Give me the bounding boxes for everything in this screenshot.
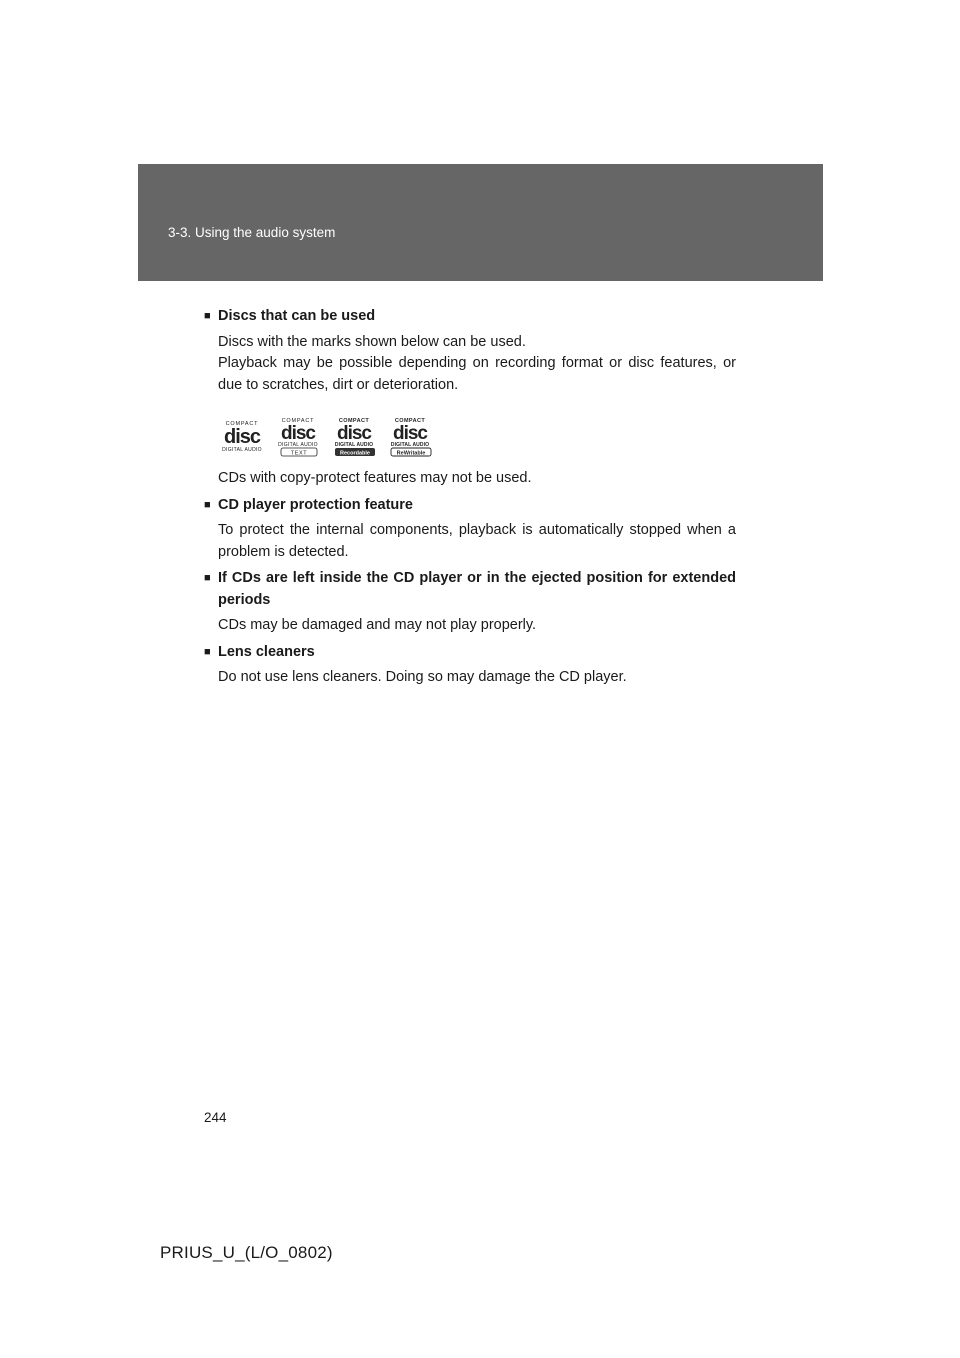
logo-word: disc bbox=[392, 423, 428, 444]
section-lens-cleaners bbox=[204, 642, 736, 689]
logo-badge: Recordable bbox=[340, 450, 370, 457]
square-bullet-icon: ■ bbox=[204, 310, 211, 322]
logo-top-text: COMPACT bbox=[394, 418, 426, 424]
square-bullet-icon: ■ bbox=[204, 498, 211, 511]
paragraph: Do not use lens cleaners. Doing so may damage the CD player. bbox=[218, 669, 627, 685]
compact-disc-recordable-logo bbox=[330, 416, 378, 458]
heading-text: Discs that can be used bbox=[218, 308, 376, 324]
paragraph: Playback may be possible depending on recording format or disc features, or due to scratches, dirt or deterioration. bbox=[218, 355, 736, 393]
logo-bottom-text: DIGITAL AUDIO bbox=[222, 447, 262, 453]
page-content bbox=[204, 306, 736, 694]
section-body bbox=[204, 332, 736, 397]
compact-disc-digital-audio-logo bbox=[218, 416, 266, 458]
logo-word: disc bbox=[336, 423, 372, 444]
note-text: CDs with copy-protect features may not be used. bbox=[218, 470, 532, 486]
square-bullet-icon: ■ bbox=[204, 645, 211, 658]
paragraph: To protect the internal components, playback is automatically stopped when a problem is detected. bbox=[218, 522, 736, 560]
section-body bbox=[204, 667, 736, 689]
square-bullet-icon: ■ bbox=[204, 572, 211, 584]
section-body bbox=[204, 520, 736, 563]
section-body bbox=[204, 615, 736, 637]
logo-top-text: COMPACT bbox=[338, 418, 370, 424]
section-heading bbox=[204, 495, 736, 517]
section-cd-protection bbox=[204, 495, 736, 564]
section-heading bbox=[204, 306, 736, 328]
disc-logo-row bbox=[204, 416, 736, 458]
section-heading bbox=[204, 568, 736, 611]
page-number: 244 bbox=[204, 1110, 227, 1125]
logo-bottom-text: DIGITAL AUDIO bbox=[334, 442, 374, 448]
logo-word: disc bbox=[280, 423, 316, 444]
section-heading bbox=[204, 642, 736, 664]
logo-badge: TEXT bbox=[290, 450, 308, 457]
section-title: 3-3. Using the audio system bbox=[168, 225, 336, 240]
logo-word: disc bbox=[223, 426, 261, 448]
section-discs-usable bbox=[204, 306, 736, 490]
heading-text: Lens cleaners bbox=[218, 643, 315, 660]
paragraph: Discs with the marks shown below can be used. bbox=[218, 333, 526, 350]
logo-bottom-text: DIGITAL AUDIO bbox=[278, 442, 318, 448]
logo-badge: ReWritable bbox=[396, 450, 426, 457]
paragraph: CDs may be damaged and may not play properly. bbox=[218, 617, 537, 633]
section-header-band bbox=[138, 164, 823, 281]
heading-text: CD player protection feature bbox=[218, 496, 413, 513]
logo-top-text: COMPACT bbox=[225, 421, 259, 427]
section-note bbox=[204, 468, 736, 490]
footer-document-code: PRIUS_U_(L/O_0802) bbox=[160, 1243, 333, 1262]
heading-text: If CDs are left inside the CD player or in the ejected position for extended periods bbox=[218, 570, 736, 608]
section-cds-left-inside bbox=[204, 568, 736, 637]
logo-bottom-text: DIGITAL AUDIO bbox=[390, 442, 430, 448]
logo-top-text: COMPACT bbox=[281, 418, 315, 424]
compact-disc-text-logo bbox=[274, 416, 322, 458]
compact-disc-rewritable-logo bbox=[386, 416, 434, 458]
